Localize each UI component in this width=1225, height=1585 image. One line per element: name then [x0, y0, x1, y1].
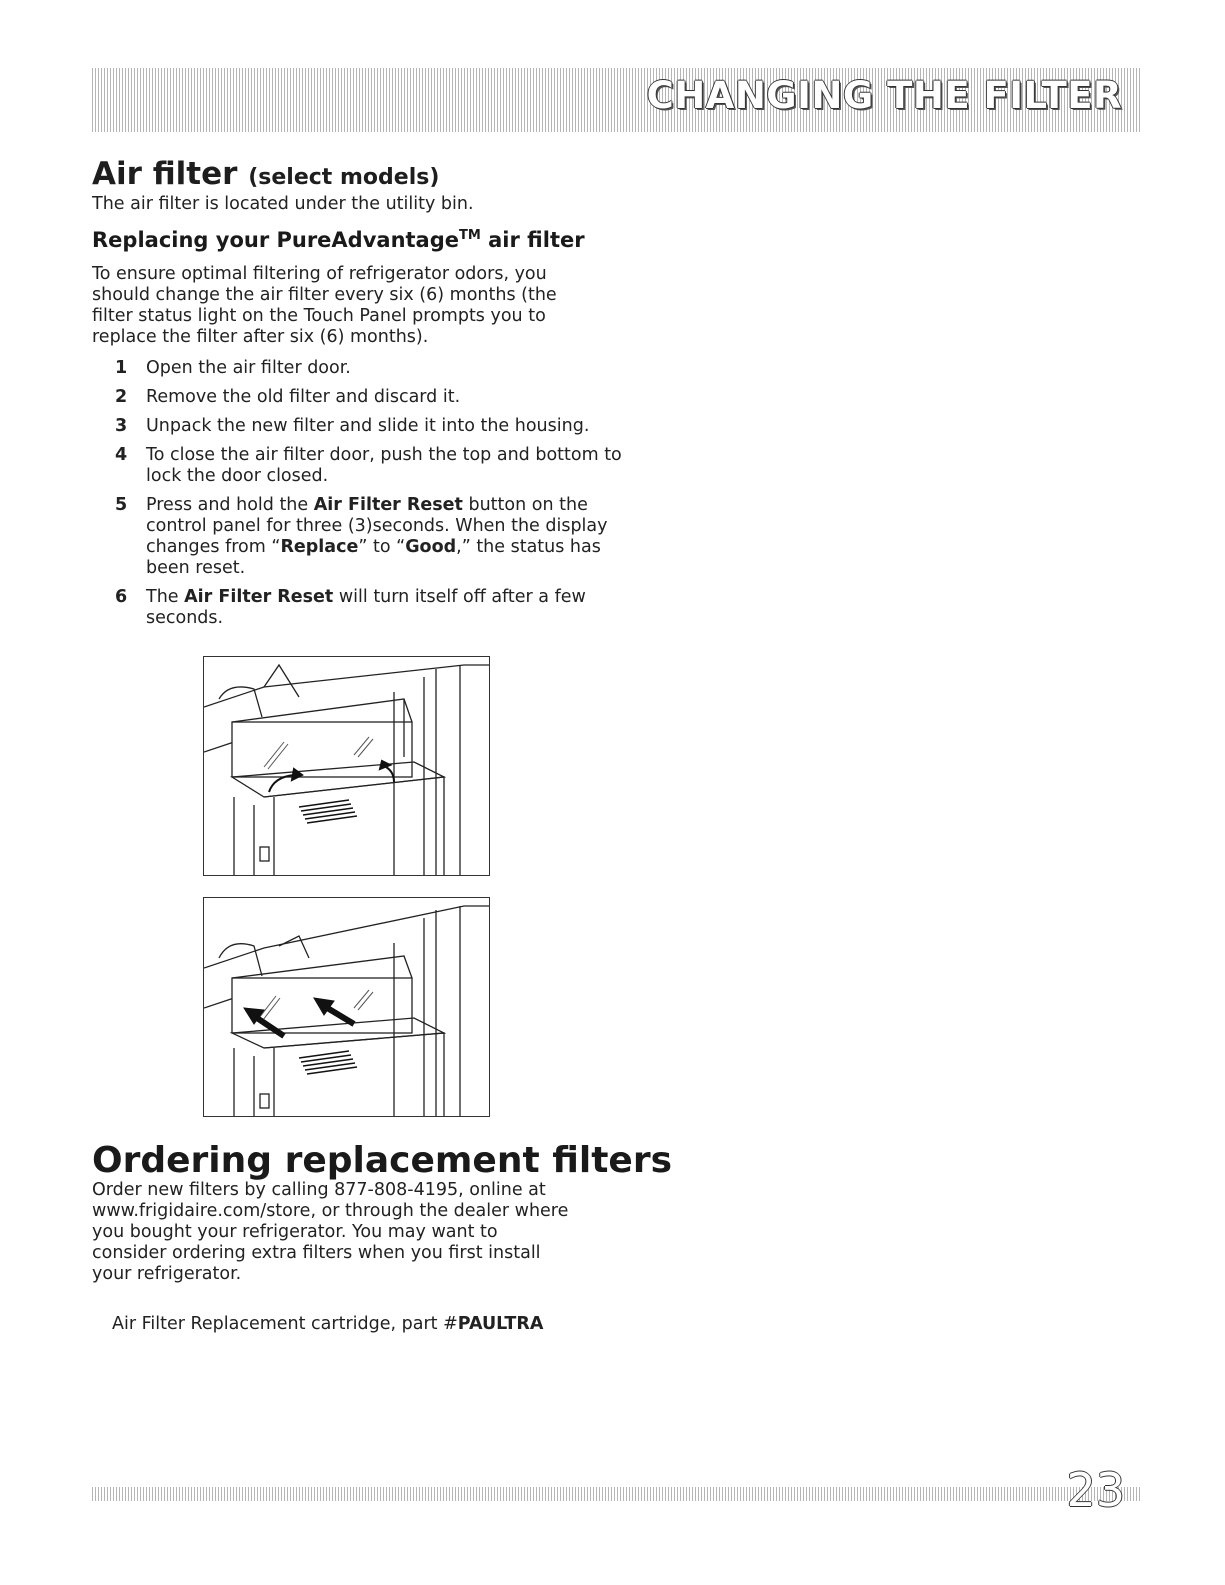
step-bold-text: Good	[405, 537, 457, 557]
step-text: Open the air filter door.	[146, 358, 351, 378]
air-filter-intro: The air filter is located under the utility bin.	[92, 194, 474, 214]
step-item	[112, 387, 622, 408]
step-item	[112, 358, 622, 379]
section-title: CHANGING THE FILTER	[646, 74, 1122, 117]
step-text: To close the air filter door, push the top and bottom to lock the door closed.	[146, 445, 622, 486]
step-number: 1	[115, 358, 128, 378]
replacing-paragraph: To ensure optimal filtering of refrigerator odors, you should change the air filter every six (6) months (the filter status light on the Touch Panel prompts you to replace the filter after six (6) months).	[92, 264, 557, 347]
step-item	[112, 445, 622, 487]
step-text-part: ” to “	[358, 537, 406, 557]
step-bold-text: Replace	[280, 537, 359, 557]
step-bold-text: Air Filter Reset	[313, 495, 463, 515]
step-item	[112, 495, 622, 579]
step-number: 6	[115, 587, 128, 607]
step-item	[112, 416, 622, 437]
air-filter-heading-text: Air filter	[92, 156, 238, 192]
step-number: 5	[115, 495, 128, 515]
step-text: Remove the old filter and discard it.	[146, 387, 461, 407]
replacement-steps	[112, 358, 622, 637]
part-prefix: Air Filter Replacement cartridge, part #	[112, 1314, 458, 1334]
trademark-mark: TM	[459, 228, 481, 243]
header-band	[92, 68, 1142, 132]
air-filter-insert-illustration	[203, 897, 490, 1117]
air-filter-heading-note: (select models)	[248, 165, 440, 190]
step-number: 3	[115, 416, 128, 436]
replacing-heading-tail: air filter	[480, 228, 585, 252]
step-item	[112, 587, 622, 629]
step-text-part: will turn itself off after a few seconds.	[146, 587, 586, 628]
step-number: 4	[115, 445, 128, 465]
replacing-heading-main: Replacing your PureAdvantage	[92, 228, 460, 252]
air-filter-door-open-illustration	[203, 656, 490, 876]
step-text: Unpack the new filter and slide it into the housing.	[146, 416, 590, 436]
part-number: PAULTRA	[457, 1314, 544, 1334]
step-text-part: Press and hold the	[146, 495, 314, 515]
replacing-heading	[92, 228, 585, 252]
step-text-part: ,” the status has been reset.	[146, 537, 601, 578]
page-number: 23	[1066, 1463, 1125, 1517]
part-number-line	[112, 1314, 543, 1334]
air-filter-heading	[92, 156, 439, 192]
step-text-part: button on the control panel for three (3)seconds. When the display changes from “	[146, 495, 608, 557]
step-number: 2	[115, 387, 128, 407]
ordering-paragraph: Order new filters by calling 877-808-4195, online at www.frigidaire.com/store, or through the dealer where you bought your refrigerator. You may want to consider ordering extra filters when you first install your refrigerator.	[92, 1180, 569, 1284]
ordering-heading: Ordering replacement filters	[92, 1140, 673, 1181]
step-bold-text: Air Filter Reset	[184, 587, 334, 607]
step-text-part: The	[146, 587, 185, 607]
footer-band	[92, 1487, 1142, 1501]
